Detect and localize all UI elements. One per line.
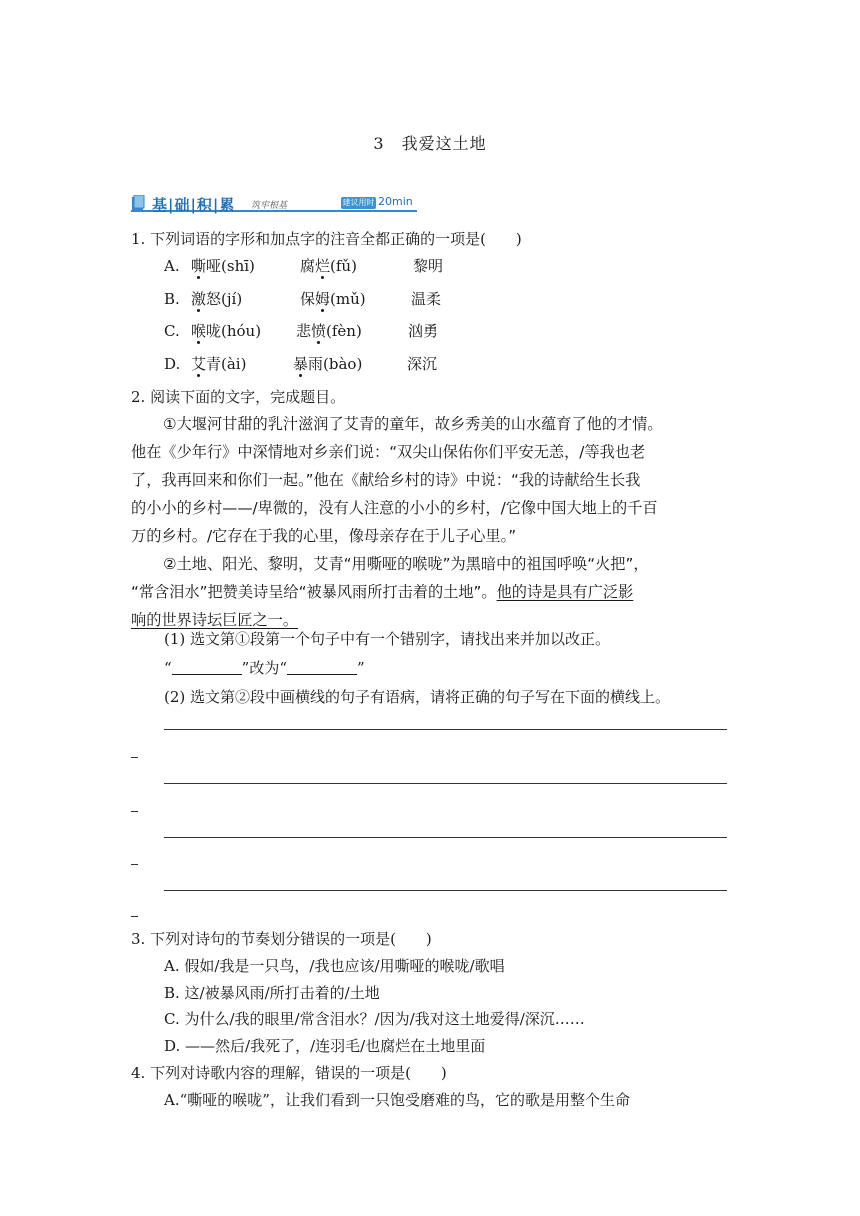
- wrong-char-blank[interactable]: [172, 660, 242, 675]
- option-word-3: 温柔: [411, 290, 442, 308]
- word-text: 腐: [300, 257, 316, 275]
- word-text: 哑(shī): [206, 257, 255, 275]
- passage-line: 了，我再回来和你们一起。”他在《献给乡村的诗》中说：“我的诗献给生长我: [131, 471, 641, 489]
- change-to-text: ”改为“: [241, 659, 288, 677]
- word-text: (mǔ): [330, 290, 366, 308]
- passage-line: 万的乡村。/它存在于我的心里，像母亲存在于儿子心里。”: [131, 527, 517, 545]
- option-letter: C.: [164, 322, 180, 340]
- q1-option-d[interactable]: [0, 353, 860, 377]
- q1-option-a[interactable]: [0, 255, 860, 279]
- q3-option-c[interactable]: C. 为什么/我的眼里/常含泪水？/因为/我对这土地爱得/深沉……: [164, 1010, 585, 1028]
- line-tick: [131, 811, 138, 812]
- section-subtitle: 筑牢根基: [251, 201, 288, 211]
- line-tick: [131, 757, 138, 758]
- correct-char-blank[interactable]: [287, 660, 357, 675]
- word-text: 艾: [191, 355, 207, 373]
- option-word-3: 深沉: [407, 355, 438, 373]
- word-text: 怒(jí): [206, 290, 243, 308]
- option-word-1: [191, 320, 261, 342]
- q4-stem: 4. 下列对诗歌内容的理解，错误的一项是( ): [131, 1064, 447, 1082]
- passage-line: 他在《少年行》中深情地对乡亲们说：“双尖山保佑你们平安无恙，/等我也老: [131, 443, 646, 461]
- passage-text: “常含泪水”把赞美诗呈给“被暴风雨所打击着的土地”。: [131, 583, 497, 601]
- answer-line[interactable]: [164, 729, 727, 730]
- word-text: 青(ài): [206, 355, 247, 373]
- q3-option-b[interactable]: B. 这/被暴风雨/所打击着的/土地: [164, 984, 380, 1002]
- word-text: 保: [300, 290, 316, 308]
- page-title: 3 我爱这土地: [373, 134, 487, 153]
- passage-paragraph-2: [131, 550, 731, 634]
- q1-option-b[interactable]: [0, 288, 860, 312]
- q2-sub1-fill: [164, 657, 365, 679]
- word-text: (fèn): [326, 322, 362, 340]
- line-tick: [131, 916, 138, 917]
- passage-line: ②土地、阳光、黎明，艾青“用嘶哑的喉咙”为黑暗中的祖国呼唤“火把”，: [163, 555, 649, 573]
- option-letter: B.: [164, 290, 180, 308]
- section-label: 基|础|积|累: [152, 196, 236, 214]
- q3-stem: 3. 下列对诗句的节奏划分错误的一项是( ): [131, 930, 432, 948]
- option-word-2: [300, 288, 366, 310]
- dotted-char: 激: [191, 290, 207, 308]
- q1-stem: 1. 下列词语的字形和加点字的注音全都正确的一项是( ): [131, 230, 522, 248]
- q2-sub1: (1) 选文第①段第一个句子中有一个错别字，请找出来并加以改正。: [164, 630, 611, 648]
- quote-open: “: [164, 659, 172, 677]
- option-word-1: [191, 353, 246, 375]
- q3-option-a[interactable]: A. 假如/我是一只鸟，/我也应该/用嘶哑的喉咙/歌唱: [164, 957, 505, 975]
- q2-stem: 2. 阅读下面的文字，完成题目。: [131, 388, 346, 406]
- passage-line: 的小小的乡村——/卑微的，没有人注意的小小的乡村，/它像中国大地上的千百: [131, 499, 658, 517]
- dotted-char: 嘶: [191, 257, 207, 275]
- option-word-2: [296, 320, 362, 342]
- word-text: 咙(hóu): [206, 322, 262, 340]
- q4-option-a[interactable]: A.“嘶哑的喉咙”，让我们看到一只饱受磨难的鸟，它的歌是用整个生命: [164, 1091, 630, 1109]
- answer-line[interactable]: [164, 783, 727, 784]
- suggested-time-tag: 建议用时: [342, 198, 375, 207]
- quote-close: ”: [357, 659, 365, 677]
- word-text: (fǔ): [330, 257, 357, 275]
- underlined-sentence-part-2: 响的世界诗坛巨匠之一。: [131, 611, 299, 629]
- dotted-char: 烂: [315, 257, 331, 275]
- passage-paragraph-1: [131, 410, 731, 550]
- line-tick: [131, 864, 138, 865]
- underlined-sentence-part-1: 他的诗是具有广泛影: [496, 583, 634, 601]
- passage-line: [131, 578, 731, 606]
- word-text: 悲: [296, 322, 312, 340]
- option-word-1: [191, 255, 255, 277]
- q2-sub2: (2) 选文第②段中画横线的句子有语病，请将正确的句子写在下面的横线上。: [164, 688, 671, 706]
- option-word-2: [300, 255, 357, 277]
- answer-line[interactable]: [164, 837, 727, 838]
- passage-line: ①大堰河甘甜的乳汁滋润了艾青的童年，故乡秀美的山水蕴育了他的才情。: [163, 415, 663, 433]
- option-word-3: 汹勇: [408, 322, 439, 340]
- q1-option-c[interactable]: [0, 320, 860, 344]
- option-word-1: [191, 288, 242, 310]
- answer-line[interactable]: [164, 890, 727, 891]
- dotted-char: 暴: [293, 355, 309, 373]
- suggested-time: 20min: [378, 195, 413, 208]
- dotted-char: 愤: [311, 322, 327, 340]
- option-letter: A.: [164, 257, 180, 275]
- word-text: 雨(bào): [308, 355, 363, 373]
- dotted-char: 姆: [315, 290, 331, 308]
- dotted-char: 喉: [191, 322, 207, 340]
- q3-option-d[interactable]: D. ——然后/我死了，/连羽毛/也腐烂在土地里面: [164, 1037, 486, 1055]
- option-word-2: [293, 353, 362, 375]
- option-letter: D.: [164, 355, 181, 373]
- book-icon: [131, 195, 145, 211]
- option-word-3: 黎明: [413, 257, 444, 275]
